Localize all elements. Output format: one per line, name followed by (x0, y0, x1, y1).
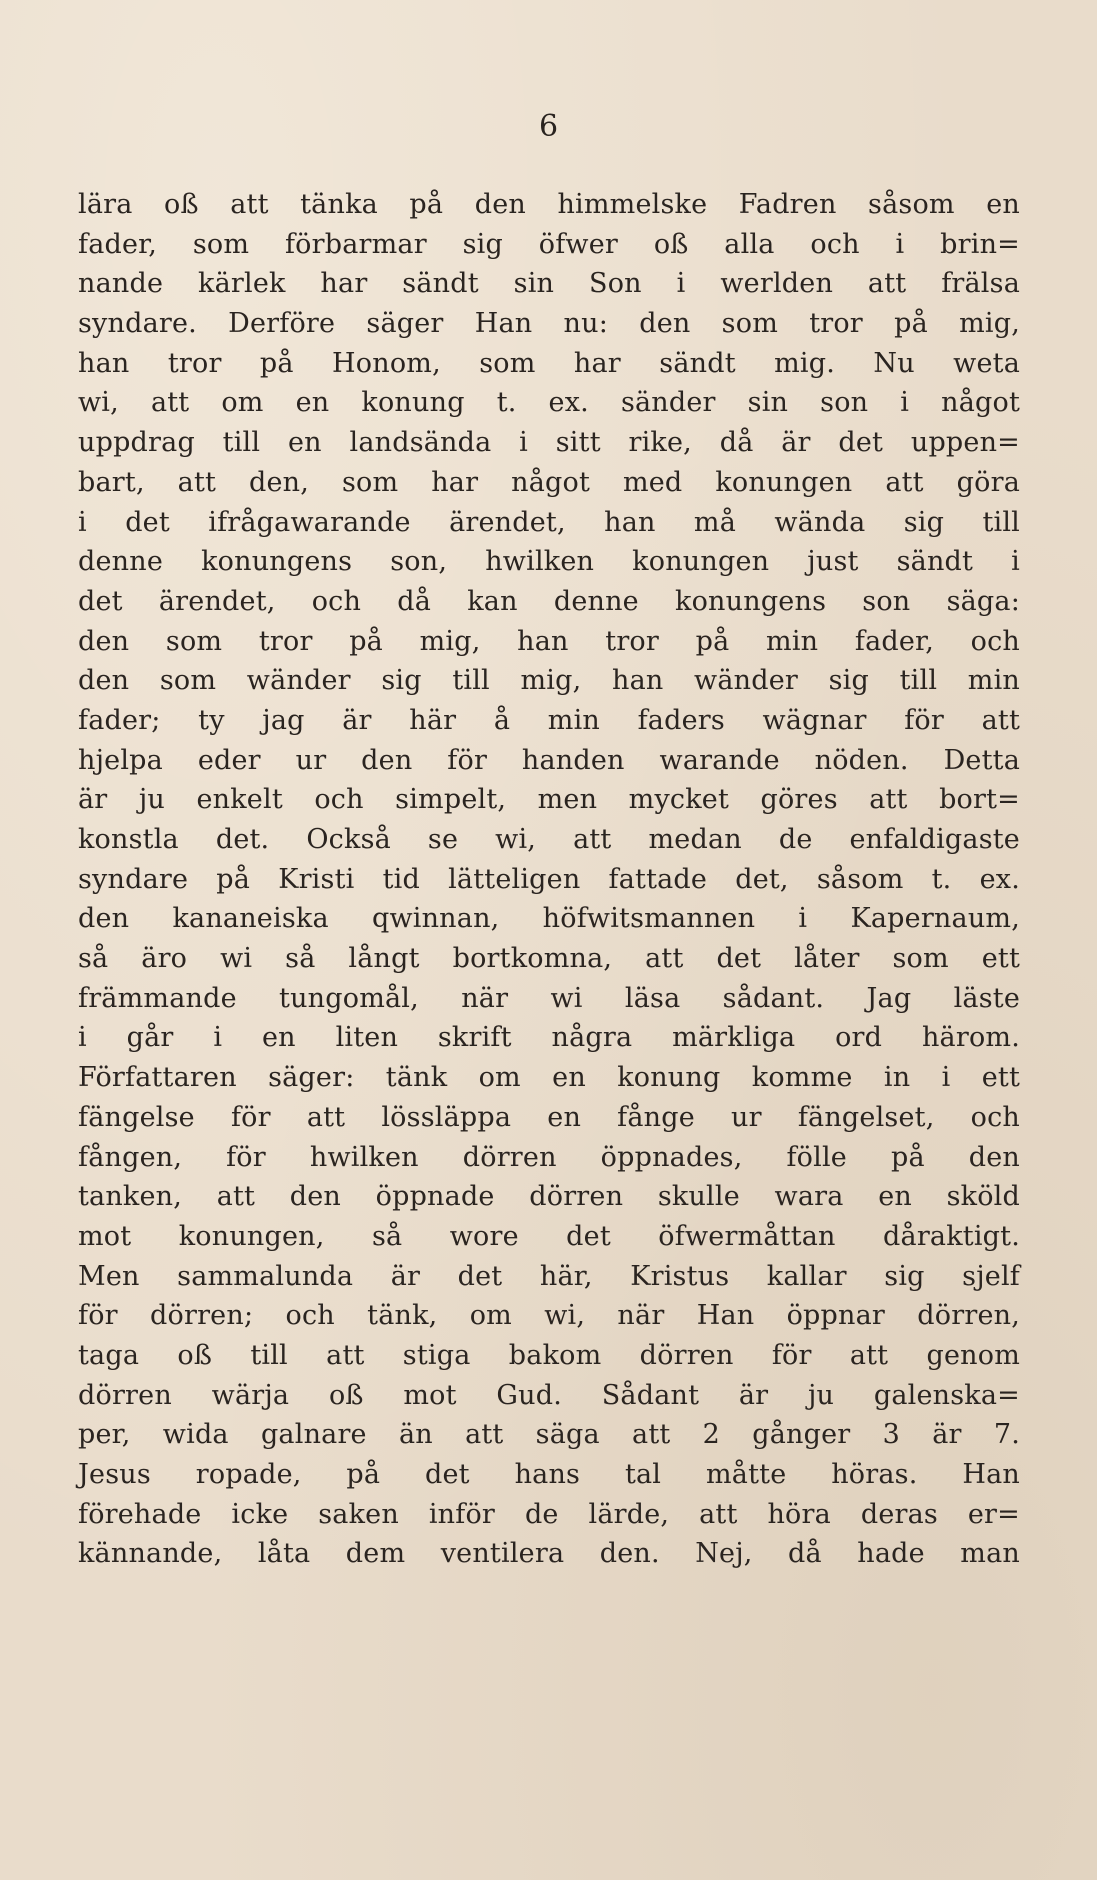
text-line: den kananeiska qwinnan, höfwitsmannen i Kapernaum, (78, 903, 1020, 935)
text-line: den som wänder sig till mig, han wänder sig till min (78, 665, 1020, 697)
text-line: den som tror på mig, han tror på min fader, och (78, 625, 1020, 657)
text-line: kännande, låta dem ventilera den. Nej, då hade man (78, 1538, 1020, 1570)
text-line: fången, för hwilken dörren öppnades, fölle på den (78, 1141, 1020, 1173)
text-line: Författaren säger: tänk om en konung komme in i ett (78, 1062, 1020, 1094)
text-line: i går i en liten skrift några märkliga ord härom. (78, 1022, 1020, 1054)
text-line: fängelse för att lössläppa en fånge ur fängelset, och (78, 1101, 1020, 1133)
text-line: uppdrag till en landsända i sitt rike, då är det uppen= (78, 427, 1020, 459)
text-line: dörren wärja oß mot Gud. Sådant är ju galenska= (78, 1379, 1020, 1411)
text-line: så äro wi så långt bortkomna, att det låter som ett (78, 943, 1020, 975)
text-line: nande kärlek har sändt sin Son i werlden att frälsa (78, 268, 1020, 300)
text-line: bart, att den, som har något med konungen att göra (78, 466, 1020, 498)
text-line: det ärendet, och då kan denne konungens son säga: (78, 585, 1020, 617)
text-line: denne konungens son, hwilken konungen just sändt i (78, 546, 1020, 578)
text-line: wi, att om en konung t. ex. sänder sin son i något (78, 387, 1020, 419)
page-number: 6 (538, 109, 559, 144)
text-line: är ju enkelt och simpelt, men mycket göres att bort= (78, 784, 1020, 816)
body-text (78, 185, 1020, 1574)
text-line: han tror på Honom, som har sändt mig. Nu weta (78, 347, 1020, 379)
text-line: Men sammalunda är det här, Kristus kallar sig sjelf (78, 1260, 1020, 1292)
text-line: syndare. Derföre säger Han nu: den som tror på mig, (78, 308, 1020, 340)
text-line: förehade icke saken inför de lärde, att höra deras er= (78, 1498, 1020, 1530)
text-line: i det ifrågawarande ärendet, han må wända sig till (78, 506, 1020, 538)
text-line: syndare på Kristi tid lätteligen fattade det, såsom t. ex. (78, 863, 1020, 895)
text-line: konstla det. Också se wi, att medan de enfaldigaste (78, 824, 1020, 855)
text-line: per, wida galnare än att säga att 2 gånger 3 är 7. (78, 1419, 1020, 1451)
text-line: fader; ty jag är här å min faders wägnar för att (78, 704, 1020, 736)
text-line: för dörren; och tänk, om wi, när Han öppnar dörren, (78, 1300, 1020, 1332)
text-line: hjelpa eder ur den för handen warande nöden. Detta (78, 744, 1020, 776)
text-line: tanken, att den öppnade dörren skulle wara en sköld (78, 1181, 1020, 1213)
text-line: lära oß att tänka på den himmelske Fadren såsom en (78, 189, 1020, 220)
text-line: mot konungen, så wore det öfwermåttan dåraktigt. (78, 1220, 1020, 1252)
text-line: främmande tungomål, när wi läsa sådant. Jag läste (78, 982, 1020, 1014)
text-line: Jesus ropade, på det hans tal måtte höras. Han (78, 1459, 1020, 1490)
text-line: taga oß till att stiga bakom dörren för att genom (78, 1339, 1020, 1371)
text-line: fader, som förbarmar sig öfwer oß alla och i brin= (78, 228, 1020, 260)
